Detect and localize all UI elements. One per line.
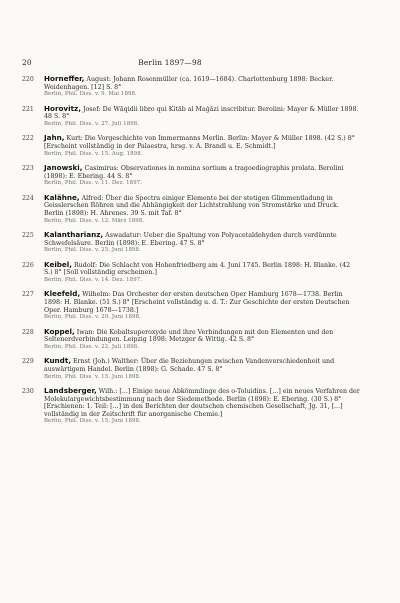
entry-text: Kurt: Die Vorgeschichte von Immermanns Merlin. Berlin: Mayer & Müller 1898. (42 S.) 8° [Erscheint vollständig in der Palaestra, hrsg. v. A. Brandl u. E. Schmidt.] — [44, 135, 355, 150]
entry-text: Casimirus: Observationes in nomina sortium a tragoediographis prolata. Berolini (1898): E. Ebering. 44 S. 8° — [44, 165, 344, 180]
entry-content — [44, 231, 360, 254]
entry-content — [44, 164, 360, 187]
entry-number: 223 — [22, 165, 34, 173]
entry-text: Josef: De Wāqidii libro qui Kitāb al Maġāzi inscribitur. Berolini: Mayer & Müller 1898. 48 S. 8° — [44, 105, 359, 121]
entry-content — [44, 328, 360, 351]
entry-dissertation-note: Berlin, Phil. Diss. v. 15. Juni 1898. — [44, 373, 141, 380]
entry-author: Horneffer, — [44, 74, 85, 83]
entry-text: Aswadatur: Ueber die Spaltung von Polyacetaldehyden durch verdünnte Schwefelsäure. Berlin (1898): E. Ebering. 47 S. 8° — [44, 232, 337, 247]
entry-dissertation-note: Berlin, Phil. Diss. v. 9. Mai 1898. — [44, 91, 137, 98]
bibliography-entry — [22, 357, 360, 380]
entry-number: 224 — [22, 194, 34, 202]
entry-dissertation-note: Berlin, Phil. Diss. v. 14. Dez. 1897. — [44, 276, 143, 283]
entry-content — [44, 387, 360, 425]
entry-author: Kleefeld, — [44, 289, 81, 299]
entry-content — [44, 134, 360, 157]
entry-number: 230 — [22, 388, 34, 396]
entry-dissertation-note: Berlin, Phil. Diss. v. 27. Juli 1898. — [44, 120, 140, 127]
entry-number: 225 — [22, 232, 34, 240]
entry-author: Kalantharianz, — [44, 230, 104, 240]
bibliography-entry — [22, 231, 360, 254]
entry-content — [44, 290, 360, 321]
entry-dissertation-note: Berlin, Phil. Diss. v. 20. Juni 1898. — [44, 314, 141, 321]
entry-author: Koppel, — [44, 326, 75, 336]
bibliography-entry — [22, 387, 360, 425]
running-title: Berlin 1897—98 — [138, 58, 202, 67]
bibliography-entry — [22, 105, 360, 128]
entry-text: August: Johann Rosenmüller (ca. 1619—1684). Charlottenburg 1898: Becker. Weidenhagen. [12] S. 8° — [44, 76, 334, 91]
entry-text: Wilhelm: Das Orchester der ersten deutschen Oper Hamburg 1678—1738. Berlin 1898: H. Blanke. (51 S.) 8° [Erscheint vollständig u. d. T.: Zur Geschichte der ersten Deutschen Oper. Hamburg 1678—1738.] — [44, 291, 350, 314]
entry-dissertation-note: Berlin, Phil. Diss. v. 11. Dez. 1897. — [44, 180, 143, 187]
entry-dissertation-note: Berlin, Phil. Diss. v. 15. Aug. 1898. — [44, 150, 143, 157]
entry-author: Kalähne, — [44, 192, 80, 202]
entry-number: 226 — [22, 261, 34, 269]
entry-author: Landsberger, — [44, 386, 97, 396]
entry-number: 221 — [22, 105, 34, 113]
bibliography-entry — [22, 75, 360, 98]
bibliography-entry — [22, 328, 360, 351]
entry-number: 227 — [22, 291, 34, 299]
bibliography-entry — [22, 290, 360, 321]
entry-author: Jahn, — [44, 133, 65, 143]
running-header — [22, 58, 360, 67]
entry-content — [44, 357, 360, 380]
entry-author: Kundt, — [44, 356, 71, 366]
entry-text: Iwan: Die Kobaltsuperoxyde und ihre Verbindungen mit den Elementen und den Seltenerdverbindungen. Leipzig 1898: Metzger & Wittig. 42 S. 8° — [44, 328, 334, 344]
entry-number: 229 — [22, 358, 34, 366]
bibliography-entry — [22, 261, 360, 284]
entry-number: 222 — [22, 135, 34, 143]
bibliography-entry — [22, 134, 360, 157]
entry-dissertation-note: Berlin, Phil. Diss. v. 25. Juni 1898. — [44, 247, 141, 254]
entry-content — [44, 261, 360, 284]
bibliography-entry — [22, 194, 360, 225]
entry-content — [44, 105, 360, 128]
entry-number: 220 — [22, 76, 34, 83]
entry-text: Wilh.: [...] Einige neue Abkömmlinge des o-Toluidins. [...] ein neues Verfahren der Molekulargewichtsbestimmung nach der Siedemethode. Berlin (1898): E. Ebering. (30 S.) 8° [Erschienen: 1. Teil: [...] in den Berichten der deutschen chemischen Gesellschaft, Jg. 31, [...] vollständig in der Zeitschrift für anorganische Chemie.] — [44, 388, 360, 418]
entry-text: Rudolf: Die Schlacht von Hohenfriedberg am 4. Juni 1745. Berlin 1898: H. Blanke. (42 S.) 8° [Soll vollständig erscheinen.] — [44, 261, 351, 277]
entry-author: Horovitz, — [44, 103, 81, 113]
bibliography-entry — [22, 164, 360, 187]
entry-dissertation-note: Berlin, Phil. Diss. v. 15. Juni 1898. — [44, 418, 141, 425]
entry-dissertation-note: Berlin, Phil. Diss. v. 22. Juli 1898. — [44, 343, 140, 350]
entry-list — [22, 75, 360, 425]
entry-author: Keibel, — [44, 259, 72, 269]
entry-content — [44, 75, 360, 98]
page-number: 20 — [22, 58, 32, 67]
entry-dissertation-note: Berlin, Phil. Diss. v. 12. März 1898. — [44, 217, 145, 224]
entry-author: Janowski, — [44, 163, 83, 173]
entry-number: 228 — [22, 328, 34, 336]
entry-text: Ernst (Joh.) Walther: Über die Beziehungen zwischen Vandenverschiedenheit und auswärtigem Handel. Berlin (1898): G. Schade. 47 S. 8° — [44, 358, 335, 373]
entry-content — [44, 194, 360, 225]
entry-text: Alfred: Über die Spectra einiger Elemente bei der stetigen Glimmentladung in Geisslerschen Röhren und die Abhängigkeit der Lichtstrahlung von Stromstärke und Druck. Berlin (1898): H. Ahrenes. 39 S. mit Taf. 8° — [44, 194, 339, 217]
